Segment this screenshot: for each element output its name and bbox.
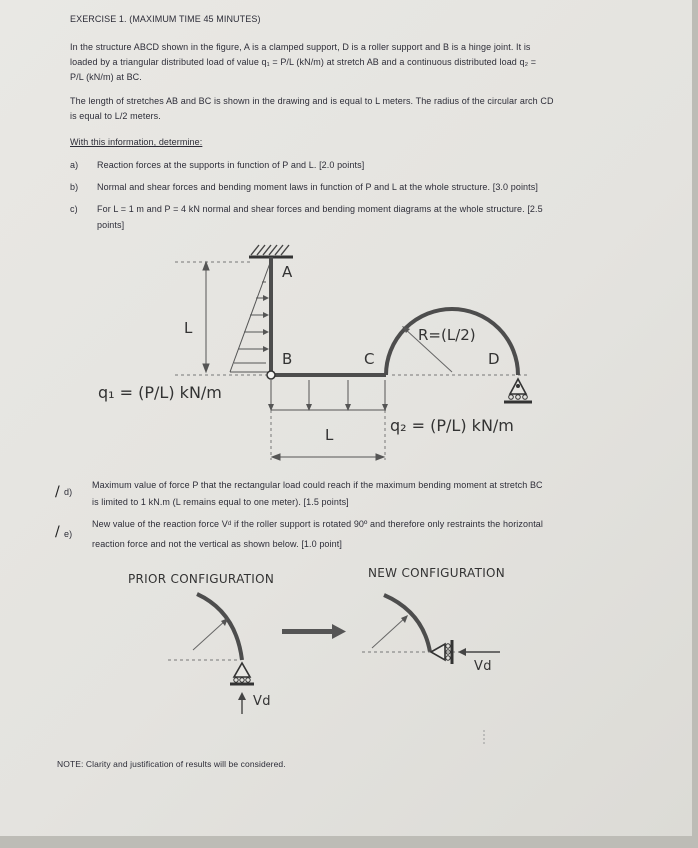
- note: NOTE: Clarity and justification of results will be considered.: [57, 759, 286, 769]
- question-a-marker: a): [70, 160, 79, 170]
- intro-line-2: loaded by a triangular distributed load of value q₁ = P/L (kN/m) at stretch AB and a continuous distributed load q₂ =: [70, 57, 537, 67]
- label-q2: q₂ = (P/L) kN/m: [390, 416, 514, 435]
- length-note-line-1: The length of stretches AB and BC is shown in the drawing and is equal to L meters. The radius of the circular arch CD: [70, 96, 554, 106]
- question-a-text: Reaction forces at the supports in function of P and L. [2.0 points]: [97, 160, 365, 170]
- question-d-marker: d): [64, 487, 73, 497]
- handwritten-slash-d: /: [55, 484, 60, 500]
- label-vd-new: Vd: [474, 659, 492, 674]
- question-d-line-1: Maximum value of force P that the rectangular load could reach if the maximum bending moment at stretch BC: [92, 480, 543, 490]
- question-e-line-2: reaction force and not the vertical as shown below. [1.0 point]: [92, 539, 342, 549]
- question-d-line-2: is limited to 1 kN.m (L remains equal to one meter). [1.5 points]: [92, 497, 349, 507]
- label-B: B: [282, 350, 293, 368]
- label-vd-prior: Vd: [253, 694, 271, 709]
- question-c-marker: c): [70, 204, 78, 214]
- transition-arrow: [282, 624, 346, 639]
- new-configuration-label: NEW CONFIGURATION: [368, 566, 506, 580]
- determine-heading: With this information, determine:: [70, 137, 203, 147]
- prior-configuration-label: PRIOR CONFIGURATION: [128, 572, 275, 586]
- question-c-line-2: points]: [97, 220, 125, 230]
- question-b-marker: b): [70, 182, 79, 192]
- label-q1: q₁ = (P/L) kN/m: [98, 383, 222, 402]
- question-c-line-1: For L = 1 m and P = 4 kN normal and shear forces and bending moment diagrams at the whole structure. [2.5: [97, 204, 543, 214]
- question-e-line-1: New value of the reaction force Vᵈ if the roller support is rotated 90º and therefore only restraints the horizontal: [92, 519, 544, 529]
- question-e-marker: e): [64, 529, 73, 539]
- exercise-title: EXERCISE 1. (MAXIMUM TIME 45 MINUTES): [70, 14, 261, 24]
- intro-line-1: In the structure ABCD shown in the figure, A is a clamped support, D is a roller support and B is a hinge joint. It is: [70, 42, 531, 52]
- question-b-text: Normal and shear forces and bending moment laws in function of P and L at the whole structure. [3.0 points]: [97, 182, 538, 192]
- length-note-line-2: is equal to L/2 meters.: [70, 111, 161, 121]
- label-L-vertical: L: [184, 319, 193, 337]
- new-configuration: [362, 595, 500, 664]
- handwritten-slash-e: /: [55, 524, 60, 540]
- label-L-horizontal: L: [325, 426, 334, 444]
- label-D: D: [488, 350, 500, 368]
- label-A: A: [282, 263, 293, 281]
- label-radius: R=(L/2): [418, 326, 476, 344]
- intro-line-3: P/L (kN/m) at BC.: [70, 72, 142, 82]
- label-C: C: [364, 350, 375, 368]
- prior-configuration: [168, 594, 254, 714]
